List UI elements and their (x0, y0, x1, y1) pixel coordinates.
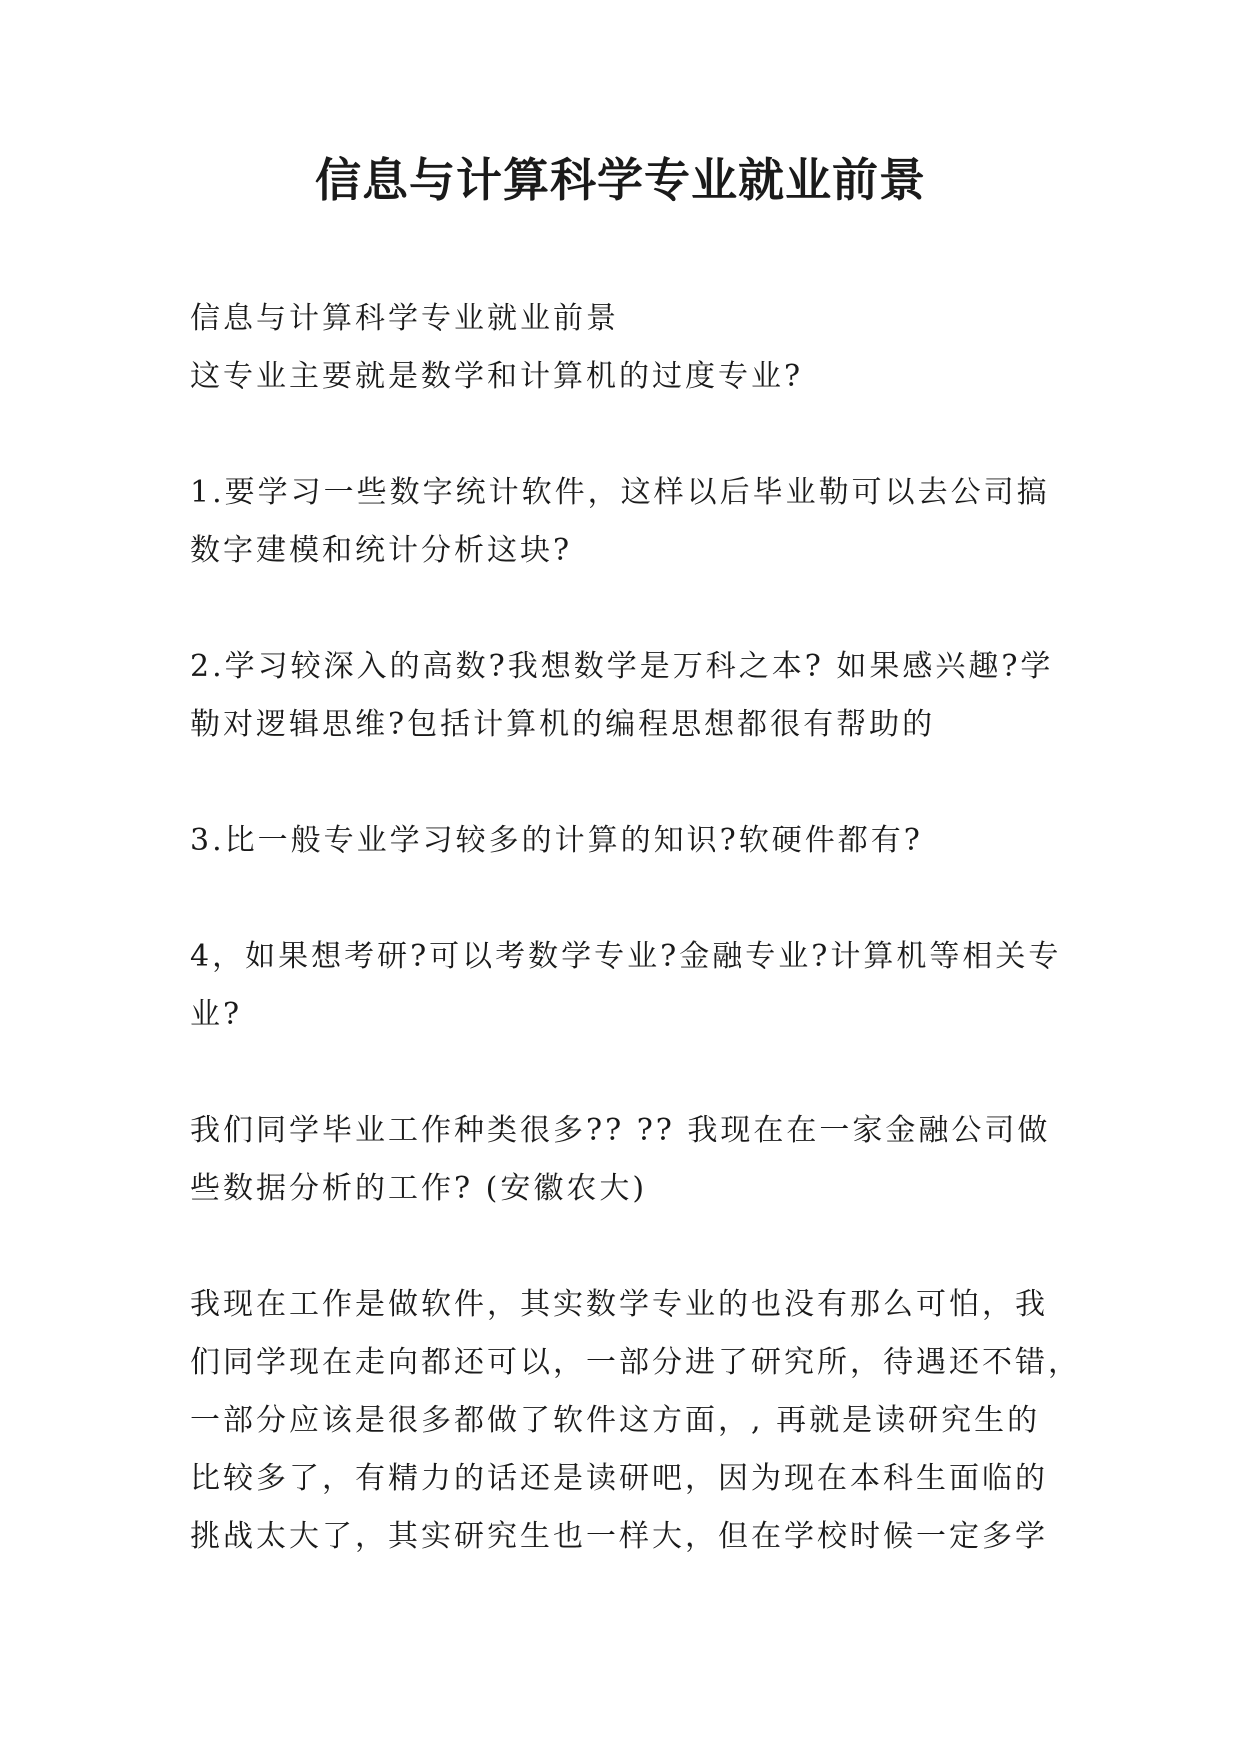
paragraph-4 (190, 928, 1062, 1044)
intro-line: 信息与计算科学专业就业前景 (190, 301, 619, 336)
paragraph-line: 勒对逻辑思维?包括计算机的编程思想都很有帮助的 (190, 707, 936, 742)
paragraph-line: 数字建模和统计分析这块? (190, 533, 573, 568)
paragraph-3 (190, 812, 1062, 870)
document-title: 信息与计算科学专业就业前景 (315, 153, 926, 207)
paragraph-5 (190, 1102, 1062, 1218)
intro-line: 这专业主要就是数学和计算机的过度专业? (190, 359, 804, 394)
paragraph-line: 们同学现在走向都还可以，一部分进了研究所，待遇还不错， (190, 1345, 1081, 1380)
paragraph-line: 2.学习较深入的高数?我想数学是万科之本? 如果感兴趣?学 (190, 649, 1054, 684)
paragraph-line: 挑战太大了，其实研究生也一样大，但在学校时候一定多学 (190, 1519, 1048, 1554)
paragraph-line: 一部分应该是很多都做了软件这方面，, 再就是读研究生的 (190, 1403, 1041, 1438)
paragraph-line: 比较多了，有精力的话还是读研吧，因为现在本科生面临的 (190, 1461, 1048, 1496)
paragraph-1 (190, 464, 1062, 580)
paragraph-6 (190, 1276, 1081, 1566)
paragraph-2 (190, 638, 1062, 754)
document-body (190, 290, 1081, 1566)
intro-paragraph (190, 290, 1062, 406)
paragraph-line: 4，如果想考研?可以考数学专业?金融专业?计算机等相关专 (190, 939, 1062, 974)
paragraph-line: 3.比一般专业学习较多的计算的知识?软硬件都有? (190, 823, 923, 858)
paragraph-line: 些数据分析的工作? (安徽农大) (190, 1171, 648, 1206)
paragraph-line: 业? (190, 997, 243, 1032)
paragraph-line: 1.要学习一些数字统计软件，这样以后毕业勒可以去公司搞 (190, 475, 1050, 510)
paragraph-line: 我们同学毕业工作种类很多?? ?? 我现在在一家金融公司做 (190, 1113, 1051, 1148)
paragraph-line: 我现在工作是做软件，其实数学专业的也没有那么可怕，我 (190, 1287, 1048, 1322)
